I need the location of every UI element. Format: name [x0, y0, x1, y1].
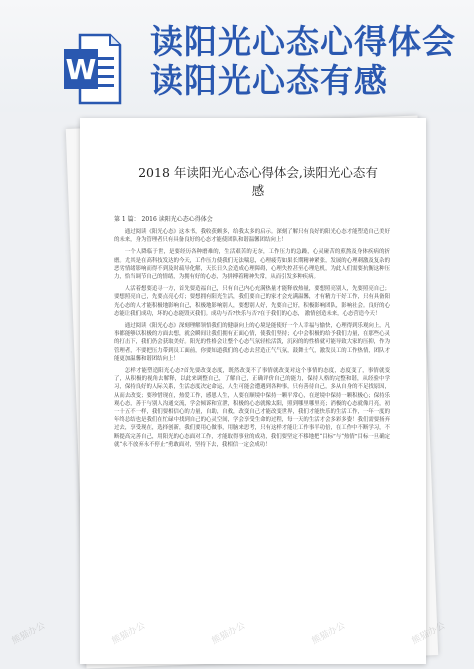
watermark-text: 熊猫办公 — [10, 620, 47, 647]
document-body — [114, 228, 390, 453]
paragraph: 通过阅读《阳光心态》这本书，我收获颇多，给我太多的启示。深刻了解只有良好的阳光心态才能塑造自己美好的未来，身为管理者只有具备良好的心态才能使团队和谐温馨团结向上！ — [114, 229, 390, 244]
paragraph: 通过阅读《阳光心态》深刻理解领悟我们的健康向上的心境是能使好一个人幸福与愉快，心理得到乐观向上，凡事都能够以积极的方面去想，就会瞬间让我们拥有正面心情，使我们坚持；心中会积极的给予我们力量，在那些心灵的打击下，我们仍会获取美好。阳光的性格会让整个心态气氛轻松活泼，沉闷的的性格就可能导致大家的压抑，作为管理者，不要把压力带到员工面前，你要知道我们的心态去营造正气气氛，鼓舞士气，激发员工的工作热情，团队才能更加温馨和谐团结向上！ — [114, 323, 390, 362]
document-subheading: 第 1 篇： 2016 读阳光心态心得体会 — [114, 216, 213, 223]
watermark-text: 熊猫办公 — [410, 620, 447, 647]
paragraph: 一个人降临于世，是要经历各种磨难的，生活艰苦的无奈，工作压力的急躁，心灵碰苦的煎熬及身体疾病的折磨。尤其是在高科技发达的今天，工作压力使我们无法喘息，心理疲劳如果长期精神紧张，发展的心理刺激及复杂的恶劣情绪影响而得不到及时疏导化解，天长日久会造成心理障碍，心理失控甚至心理危机，为此人们需要抗衡这种压力，恰当调节自己的情绪，为拥有好的心态，为拼搏着精神失常，从而引发多种疾病。 — [114, 249, 390, 281]
document-title: 2018 年读阳光心态心得体会,读阳光心态有感 — [138, 165, 378, 198]
word-document-icon — [62, 33, 122, 105]
document-page — [80, 118, 426, 664]
watermark-text: 熊猫办公 — [110, 620, 147, 647]
word-icon-letter: W — [65, 53, 97, 86]
paragraph: 人活着想要追寻一方，首先要造福自己，只有自己内心充满热量才能释放热量，要想照亮别人，先要照亮自己；要想照亮自己，先要点亮心灯；要想拥有阳光生活，我们要自己的家才会充满温馨，才有精力干好工作，只有具备阳光心态的人才能积极地影响自己，积极地影响别人，要想别人好，先要自己好，积极影响团队，影响社会。良好的心态能让我们成功，坏的心态能毁灭我们。成功与否?快乐与否?在于我们的心态， 激情创造未来，心态营造今天！ — [114, 286, 390, 317]
paragraph: 怎样才能塑造阳光心态?首先要改变态度，既然改变不了事情就改变对这个事情的态度，态度变了，事情就变了，从积极的视角去解释，以此来调整自己，了解自己，正确评价自己的能力，保持人格的完整和谐，从经验中学习，保持良好的人际关系，生活态度决定命运，人生可能会遭遇到各种事，只有善待自己，多从自身的不足找原因，从而去改变；要珍惜现在，热爱工作，感恩人生，人要在顺境中保持一颗平常心，在逆境中保持一颗积极心；保持乐观心态，善于与别人沟通交流，学会倾诉和宣泄，积极的心态就像太阳，照到哪里哪里亮；消极的心态就像月亮，初一十五不一样，我们要相信心的力量，自助，自救，改变自己才能改变世界，我们才能快乐的生活工作，一年一度的年终总结也是我们在忙碌中找到自己的心灵空间，学会享受生命的过程，每一天的生活才会多彩多姿！我们需要扬弃过去，享受现在，选择创新，我们要用心做事，用脑来思考，只有这样才能让工作事半功倍，在工作中不断学习，不断提高完善自己，用阳光的心态面对工作，才能取得事业的成功，我们要坚定不移地把“目标”与“热情”目标一旦确定就“永不放弃永不停止”勇敢面对，坚持下去，我相信一定会成功！ — [114, 368, 390, 448]
watermark-text: 熊猫办公 — [310, 620, 347, 647]
banner-title: 读阳光心态心得体会读阳光心态有感 — [150, 22, 456, 100]
watermark-text: 熊猫办公 — [210, 620, 247, 647]
banner — [0, 0, 474, 112]
